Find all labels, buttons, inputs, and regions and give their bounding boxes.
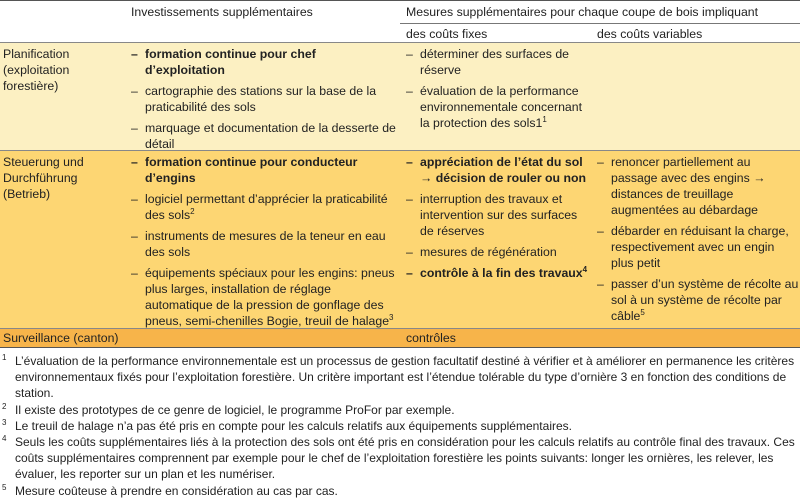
dash-bullet: –: [131, 155, 138, 169]
footnote-ref: 1: [542, 114, 547, 124]
header-row-1: [0, 1, 800, 23]
dash-bullet: –: [406, 155, 413, 169]
header-fixed-costs: des coûts fixes: [406, 27, 488, 41]
list-item-text: appréciation de l’état du sol → décision de rouler ou non: [420, 155, 587, 185]
investments-list: [131, 154, 399, 334]
list-item-text: formation continue pour conducteur d’engins: [145, 155, 358, 185]
list-item: [406, 154, 592, 186]
footnote-text: L’évaluation de la performance environnementale est un processus de gestion facultatif destiné à vérifier et à améliorer en permanence les critères environnementaux fixés pour l’exploitation forestière. Un critère important est l’étendue tolérable du type d’ornière 3 en fonction des conditions de station.: [15, 354, 795, 401]
list-item-text: débarder en réduisant la charge, respectivement avec un engin plus petit: [611, 224, 789, 270]
list-item-text: déterminer des surfaces de réserve: [420, 47, 570, 77]
footnote-number: 2: [2, 401, 7, 411]
variable-costs-list: [597, 154, 800, 329]
list-item-text: évaluation de la performance environnementale concernant la protection des sols1: [420, 84, 583, 130]
dash-bullet: –: [406, 245, 413, 259]
dash-bullet: –: [406, 84, 413, 98]
list-item: [597, 276, 800, 324]
list-item-text: formation continue pour chef d’exploitation: [145, 47, 316, 77]
list-item-text: contrôle à la fin des travaux: [420, 266, 583, 280]
fixed-costs-list: [406, 46, 592, 136]
list-item-text: cartographie des stations sur la base de la praticabilité des sols: [145, 84, 377, 114]
header-variable-costs: des coûts variables: [597, 27, 703, 41]
fixed-costs-text: contrôles: [406, 331, 456, 345]
footnote: [0, 402, 800, 418]
footnote: [0, 353, 800, 402]
dash-bullet: –: [406, 266, 413, 280]
dash-bullet: –: [597, 277, 604, 291]
header-measures: Mesures supplémentaires pour chaque coupe de bois impliquant: [406, 5, 759, 19]
investments-list: [131, 46, 399, 157]
list-item: [406, 191, 592, 239]
footnote-ref: 2: [190, 206, 195, 216]
dash-bullet: –: [131, 47, 138, 61]
footnote: [0, 434, 800, 483]
list-item-text: passer d’un système de récolte au sol à un système de récolte par câble: [611, 277, 799, 323]
list-item: [131, 46, 399, 78]
list-item-text: équipements spéciaux pour les engins: pneus plus larges, installation de réglage automatique de la pression de gonflage des pneus, semi-chenilles Bogie, treuil de halage: [145, 266, 395, 328]
row-planification: [0, 43, 800, 151]
footnotes: [0, 353, 800, 499]
row-surveillance: [0, 329, 800, 348]
list-item: [406, 46, 592, 78]
dash-bullet: –: [131, 266, 138, 280]
dash-bullet: –: [597, 224, 604, 238]
footnote-text: Il existe des prototypes de ce genre de logiciel, le programme ProFor par exemple.: [15, 402, 455, 417]
footnote-number: 3: [2, 417, 7, 427]
list-item-text: mesures de régénération: [420, 245, 557, 259]
dash-bullet: –: [131, 84, 138, 98]
dash-bullet: –: [406, 47, 413, 61]
list-item: [131, 154, 399, 186]
footnote-text: Seuls les coûts supplémentaires liés à la protection des sols ont été pris en considération pour les calculs relatifs au contrôle final des travaux. Ces coûts supplémentaires comprennent par exemple pour le chef de l’exploitation forestière les points suivants: longer les ornières, les relever, les évaluer, les reporter sur un plan et les numériser.: [15, 435, 795, 482]
list-item: [597, 223, 800, 271]
list-item: [131, 265, 399, 329]
footnote-ref: 4: [582, 264, 588, 274]
row-label: Steuerung und Durchführung (Betrieb): [3, 155, 84, 201]
dash-bullet: –: [131, 121, 138, 135]
footnote: [0, 418, 800, 434]
list-item: [406, 244, 592, 260]
list-item: [131, 83, 399, 115]
list-item: [131, 191, 399, 223]
header-investments: Investissements supplémentaires: [131, 5, 313, 19]
list-item-text: instruments de mesures de la teneur en eau des sols: [145, 229, 386, 259]
list-item: [131, 228, 399, 260]
footnote-number: 5: [2, 482, 7, 492]
footnote-ref: 5: [640, 307, 645, 317]
list-item-text: interruption des travaux et intervention sur des surfaces de réserves: [420, 192, 578, 238]
footnote-ref: 3: [389, 312, 394, 322]
dash-bullet: –: [597, 155, 604, 169]
footnote-text: Le treuil de halage n’a pas été pris en compte pour les calculs relatifs aux équipements supplémentaires.: [15, 418, 572, 433]
list-item: [406, 265, 592, 281]
list-item: [406, 83, 592, 131]
row-steuerung: [0, 151, 800, 329]
dash-bullet: –: [406, 192, 413, 206]
header-row-2: [0, 23, 800, 43]
list-item-text: renoncer partiellement au passage avec des engins → distances de treuillage augmentées au débardage: [611, 155, 766, 217]
list-item-text: logiciel permettant d’apprécier la praticabilité des sols: [145, 192, 388, 222]
list-item: [131, 120, 399, 152]
fixed-costs-list: [406, 154, 592, 286]
list-item-text: marquage et documentation de la desserte de détail: [145, 121, 396, 151]
footnote-text: Mesure coûteuse à prendre en considération au cas par cas.: [15, 483, 338, 498]
footnote: [0, 483, 800, 499]
row-label: Planification (exploitation forestière): [3, 47, 70, 93]
list-item: [597, 154, 800, 218]
dash-bullet: –: [131, 229, 138, 243]
footnote-number: 1: [2, 353, 7, 362]
footnote-number: 4: [2, 434, 7, 444]
row-label: Surveillance (canton): [3, 331, 119, 345]
dash-bullet: –: [131, 192, 138, 206]
